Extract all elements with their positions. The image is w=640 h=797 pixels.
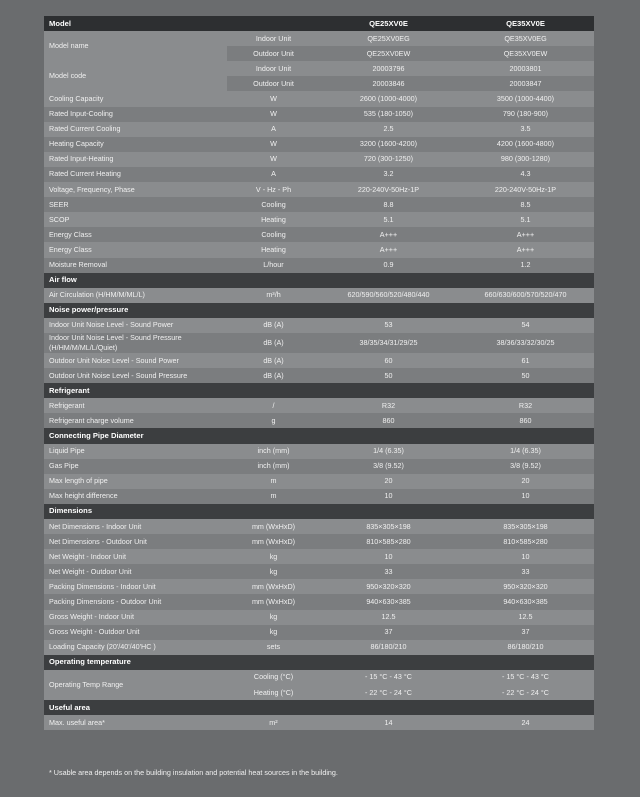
row-value-model-1: 10 [320, 489, 457, 504]
table-row [44, 288, 594, 303]
row-value-model-2: 20 [457, 474, 594, 489]
table-row [44, 31, 594, 46]
row-value-model-2: 10 [457, 549, 594, 564]
row-unit: mm (WxHxD) [227, 579, 320, 594]
row-value-model-2: 4200 (1600-4800) [457, 137, 594, 152]
row-value-model-2: 8.5 [457, 197, 594, 212]
row-value-model-1: 940×630×385 [320, 594, 457, 609]
section-header-row [44, 504, 594, 519]
table-row [44, 413, 594, 428]
row-unit: Indoor Unit [227, 31, 320, 46]
table-row [44, 715, 594, 730]
row-label: Refrigerant charge volume [44, 413, 227, 428]
section-header-row [44, 655, 594, 670]
table-row [44, 333, 594, 353]
row-unit: mm (WxHxD) [227, 519, 320, 534]
table-row [44, 534, 594, 549]
row-value-model-2: 86/180/210 [457, 640, 594, 655]
row-value-model-2: 33 [457, 564, 594, 579]
row-unit: Heating (°C) [227, 685, 320, 700]
row-value-model-2: 980 (300-1280) [457, 152, 594, 167]
row-value-model-1: 12.5 [320, 610, 457, 625]
row-value-model-1: A+++ [320, 227, 457, 242]
row-value-model-1: 14 [320, 715, 457, 730]
row-value-model-2: 3.5 [457, 122, 594, 137]
row-value-model-2: 220-240V-50Hz-1P [457, 182, 594, 197]
row-value-model-1: 810×585×280 [320, 534, 457, 549]
row-value-model-2: 950×320×320 [457, 579, 594, 594]
row-value-model-2: 660/630/600/570/520/470 [457, 288, 594, 303]
table-row [44, 91, 594, 106]
row-label: Model name [44, 31, 227, 61]
row-value-model-1: R32 [320, 398, 457, 413]
row-value-model-2: 3500 (1000-4400) [457, 91, 594, 106]
row-label: Packing Dimensions - Outdoor Unit [44, 594, 227, 609]
row-label: Energy Class [44, 227, 227, 242]
row-label: Net Weight - Indoor Unit [44, 549, 227, 564]
row-unit: kg [227, 610, 320, 625]
section-header-row [44, 428, 594, 443]
row-value-model-1: 835×305×198 [320, 519, 457, 534]
row-value-model-2: 37 [457, 625, 594, 640]
row-label: Indoor Unit Noise Level - Sound Pressure (H/HM/M/ML/L/Quiet) [44, 333, 227, 353]
row-value-model-2: 790 (180-900) [457, 107, 594, 122]
row-unit: V - Hz - Ph [227, 182, 320, 197]
row-unit: m [227, 489, 320, 504]
row-unit: inch (mm) [227, 459, 320, 474]
row-unit: / [227, 398, 320, 413]
spec-table-body [44, 31, 594, 730]
row-unit: W [227, 91, 320, 106]
row-label: Rated Input-Cooling [44, 107, 227, 122]
row-value-model-2: R32 [457, 398, 594, 413]
row-label: Cooling Capacity [44, 91, 227, 106]
row-value-model-1: - 15 °C - 43 °C [320, 670, 457, 685]
section-title: Refrigerant [44, 383, 594, 398]
table-row [44, 625, 594, 640]
row-label: Energy Class [44, 242, 227, 257]
row-label: Rated Current Heating [44, 167, 227, 182]
table-row [44, 258, 594, 273]
row-unit: dB (A) [227, 353, 320, 368]
row-label: Loading Capacity (20'/40'/40'HC ) [44, 640, 227, 655]
row-unit: m³/h [227, 288, 320, 303]
row-unit: kg [227, 549, 320, 564]
row-value-model-1: 3/8 (9.52) [320, 459, 457, 474]
table-row [44, 444, 594, 459]
section-title: Operating temperature [44, 655, 594, 670]
row-value-model-2: 835×305×198 [457, 519, 594, 534]
section-title: Dimensions [44, 504, 594, 519]
row-label: Model code [44, 61, 227, 91]
table-row [44, 489, 594, 504]
row-value-model-1: 10 [320, 549, 457, 564]
section-title: Useful area [44, 700, 594, 715]
table-row [44, 242, 594, 257]
row-unit: Heating [227, 242, 320, 257]
header-model-2: QE35XV0E [457, 16, 594, 31]
row-value-model-1: 20 [320, 474, 457, 489]
row-value-model-1: 1/4 (6.35) [320, 444, 457, 459]
table-row [44, 564, 594, 579]
row-unit: g [227, 413, 320, 428]
table-row [44, 610, 594, 625]
table-row [44, 398, 594, 413]
row-value-model-2: 1.2 [457, 258, 594, 273]
section-title: Connecting Pipe Diameter [44, 428, 594, 443]
row-value-model-1: 33 [320, 564, 457, 579]
row-value-model-1: A+++ [320, 242, 457, 257]
row-value-model-1: 2.5 [320, 122, 457, 137]
row-value-model-2: - 15 °C - 43 °C [457, 670, 594, 685]
row-value-model-2: A+++ [457, 242, 594, 257]
row-value-model-2: 12.5 [457, 610, 594, 625]
row-value-model-2: 940×630×385 [457, 594, 594, 609]
row-unit: Cooling [227, 197, 320, 212]
row-value-model-1: 20003796 [320, 61, 457, 76]
row-label: Rated Input-Heating [44, 152, 227, 167]
table-row [44, 594, 594, 609]
section-header-row [44, 700, 594, 715]
row-unit: W [227, 137, 320, 152]
section-title: Noise power/pressure [44, 303, 594, 318]
row-value-model-2: QE35XV0EW [457, 46, 594, 61]
row-value-model-2: 860 [457, 413, 594, 428]
row-value-model-2: 24 [457, 715, 594, 730]
row-unit: Cooling (°C) [227, 670, 320, 685]
row-label: Packing Dimensions - Indoor Unit [44, 579, 227, 594]
row-value-model-1: 0.9 [320, 258, 457, 273]
header-model-1: QE25XV0E [320, 16, 457, 31]
row-label: SCOP [44, 212, 227, 227]
row-unit: dB (A) [227, 368, 320, 383]
row-value-model-1: 50 [320, 368, 457, 383]
row-unit: mm (WxHxD) [227, 534, 320, 549]
row-value-model-2: - 22 °C - 24 °C [457, 685, 594, 700]
table-row [44, 353, 594, 368]
row-value-model-2: A+++ [457, 227, 594, 242]
row-value-model-2: 4.3 [457, 167, 594, 182]
row-value-model-1: 53 [320, 318, 457, 333]
row-label: Net Dimensions - Outdoor Unit [44, 534, 227, 549]
row-unit: dB (A) [227, 318, 320, 333]
row-unit: Cooling [227, 227, 320, 242]
row-label: Voltage, Frequency, Phase [44, 182, 227, 197]
row-unit: Outdoor Unit [227, 76, 320, 91]
table-header-row [44, 16, 594, 31]
row-value-model-2: 20003847 [457, 76, 594, 91]
row-unit: L/hour [227, 258, 320, 273]
table-row [44, 182, 594, 197]
row-value-model-1: 720 (300-1250) [320, 152, 457, 167]
row-unit: m [227, 474, 320, 489]
table-row [44, 107, 594, 122]
row-value-model-2: 20003801 [457, 61, 594, 76]
row-label: Gross Weight - Outdoor Unit [44, 625, 227, 640]
row-unit: inch (mm) [227, 444, 320, 459]
row-label: Max height difference [44, 489, 227, 504]
table-row [44, 640, 594, 655]
row-label: Rated Current Cooling [44, 122, 227, 137]
row-value-model-1: 8.8 [320, 197, 457, 212]
row-unit: dB (A) [227, 333, 320, 353]
row-label: Gross Weight - Indoor Unit [44, 610, 227, 625]
table-row [44, 368, 594, 383]
row-value-model-2: QE35XV0EG [457, 31, 594, 46]
section-title: Air flow [44, 273, 594, 288]
row-unit: Indoor Unit [227, 61, 320, 76]
row-unit: mm (WxHxD) [227, 594, 320, 609]
row-label: SEER [44, 197, 227, 212]
row-label: Refrigerant [44, 398, 227, 413]
row-label: Outdoor Unit Noise Level - Sound Pressure [44, 368, 227, 383]
row-value-model-1: 86/180/210 [320, 640, 457, 655]
row-value-model-2: 1/4 (6.35) [457, 444, 594, 459]
table-row [44, 459, 594, 474]
row-value-model-2: 5.1 [457, 212, 594, 227]
row-label: Heating Capacity [44, 137, 227, 152]
row-value-model-1: 2600 (1000-4000) [320, 91, 457, 106]
row-unit: W [227, 152, 320, 167]
row-unit: sets [227, 640, 320, 655]
table-row [44, 137, 594, 152]
table-row [44, 61, 594, 76]
row-label: Net Weight - Outdoor Unit [44, 564, 227, 579]
row-value-model-1: 60 [320, 353, 457, 368]
row-unit: Outdoor Unit [227, 46, 320, 61]
row-unit: W [227, 107, 320, 122]
row-unit: kg [227, 564, 320, 579]
row-value-model-2: 38/36/33/32/30/25 [457, 333, 594, 353]
table-row [44, 122, 594, 137]
row-value-model-1: 860 [320, 413, 457, 428]
row-value-model-1: - 22 °C - 24 °C [320, 685, 457, 700]
row-label: Indoor Unit Noise Level - Sound Power [44, 318, 227, 333]
header-label: Model [44, 16, 227, 31]
row-value-model-1: 220-240V-50Hz-1P [320, 182, 457, 197]
row-value-model-2: 10 [457, 489, 594, 504]
row-value-model-1: 37 [320, 625, 457, 640]
row-unit: A [227, 167, 320, 182]
row-value-model-1: 38/35/34/31/29/25 [320, 333, 457, 353]
row-value-model-2: 61 [457, 353, 594, 368]
row-label: Net Dimensions - Indoor Unit [44, 519, 227, 534]
row-value-model-1: 20003846 [320, 76, 457, 91]
row-unit: A [227, 122, 320, 137]
row-label: Max length of pipe [44, 474, 227, 489]
table-row [44, 318, 594, 333]
header-unit [227, 16, 320, 31]
row-value-model-1: 620/590/560/520/480/440 [320, 288, 457, 303]
footnote: * Usable area depends on the building insulation and potential heat sources in the building. [49, 768, 338, 777]
row-label: Operating Temp Range [44, 670, 227, 700]
row-value-model-2: 54 [457, 318, 594, 333]
table-row [44, 212, 594, 227]
table-row [44, 519, 594, 534]
row-value-model-1: 950×320×320 [320, 579, 457, 594]
row-label: Outdoor Unit Noise Level - Sound Power [44, 353, 227, 368]
table-row [44, 152, 594, 167]
row-label: Liquid Pipe [44, 444, 227, 459]
row-value-model-1: 3.2 [320, 167, 457, 182]
table-row [44, 167, 594, 182]
table-row [44, 227, 594, 242]
table-row [44, 579, 594, 594]
row-value-model-1: QE25XV0EG [320, 31, 457, 46]
row-label: Gas Pipe [44, 459, 227, 474]
row-value-model-2: 810×585×280 [457, 534, 594, 549]
table-row [44, 549, 594, 564]
table-row [44, 197, 594, 212]
row-value-model-2: 3/8 (9.52) [457, 459, 594, 474]
table-row [44, 670, 594, 685]
spec-table [44, 16, 594, 730]
row-unit: Heating [227, 212, 320, 227]
row-value-model-2: 50 [457, 368, 594, 383]
row-value-model-1: 3200 (1600-4200) [320, 137, 457, 152]
row-value-model-1: 535 (180-1050) [320, 107, 457, 122]
row-unit: kg [227, 625, 320, 640]
row-label: Moisture Removal [44, 258, 227, 273]
row-value-model-1: 5.1 [320, 212, 457, 227]
row-unit: m² [227, 715, 320, 730]
section-header-row [44, 383, 594, 398]
section-header-row [44, 303, 594, 318]
section-header-row [44, 273, 594, 288]
row-label: Max. useful area* [44, 715, 227, 730]
row-value-model-1: QE25XV0EW [320, 46, 457, 61]
table-row [44, 474, 594, 489]
row-label: Air Circulation (H/HM/M/ML/L) [44, 288, 227, 303]
